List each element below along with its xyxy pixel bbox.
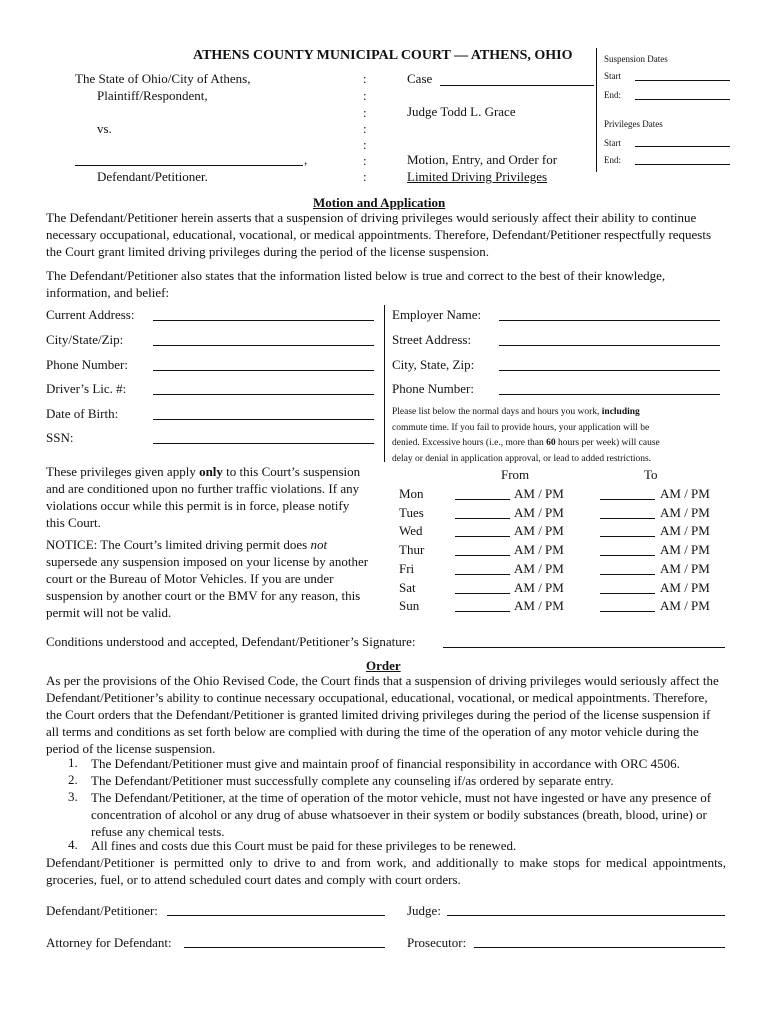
attorney-signature-field[interactable] [184,947,385,948]
defendant-label: Defendant/Petitioner. [97,169,208,184]
plaintiff-line1: The State of Ohio/City of Athens, [75,71,251,86]
motion-title-line2: Limited Driving Privileges [407,169,548,184]
to-ampm-label[interactable]: AM / PM [660,542,710,557]
judge-signature-label: Judge: [407,903,441,918]
date-of-birth-label: Date of Birth: [46,406,119,421]
from-ampm-label[interactable]: AM / PM [514,523,564,538]
day-label: Wed [399,523,423,538]
employer-phone-field[interactable] [499,394,720,395]
court-title: ATHENS COUNTY MUNICIPAL COURT — ATHENS, OHIO [193,48,573,63]
day-label: Mon [399,486,424,501]
judge-name: Judge Todd L. Grace [407,104,516,119]
day-label: Sat [399,580,416,595]
from-ampm-label[interactable]: AM / PM [514,486,564,501]
order-closing: Defendant/Petitioner is permitted only to drive to and from work, and additionally to make stops for medical appointments, groceries, fuel, or to attend scheduled court dates and comply with court orders. [46,855,726,887]
day-label: Sun [399,598,420,613]
suspension-end-label: End: [604,90,621,100]
drivers-license-field[interactable] [153,394,374,395]
motion-title-line1: Motion, Entry, and Order for [407,152,558,167]
to-time-field[interactable] [600,499,655,500]
from-time-field[interactable] [455,518,510,519]
conditions-signature-field[interactable] [443,647,725,648]
to-ampm-label[interactable]: AM / PM [660,505,710,520]
privileges-dates-title: Privileges Dates [604,119,663,129]
from-ampm-label[interactable]: AM / PM [514,598,564,613]
phone-number-field[interactable] [153,370,374,371]
privileges-end-field[interactable] [635,164,730,165]
day-label: Thur [399,542,425,557]
to-time-field[interactable] [600,611,655,612]
day-label: Tues [399,505,424,520]
from-ampm-label[interactable]: AM / PM [514,580,564,595]
to-time-field[interactable] [600,518,655,519]
day-label: Fri [399,561,415,576]
hours-instructions: Please list below the normal days and hours you work, including commute time. If you fail to provide hours, your application will be denied. Excessive hours (i.e., more than 60 hours per week) will cause delay or denial in application approval, or lead to added restrictions. [392,407,660,464]
order-paragraph: As per the provisions of the Ohio Revised Code, the Court finds that a suspension of driving privileges would seriously affect the Defendant/Petitioner’s ability to continue necessary occupational, educational, vocational, or medical appointments. Therefore, the Court orders that the Defendant/Petitioner is granted limited driving privileges during the period of the license suspension if all terms and conditions as set forth below are complied with during the time of the operation of any motor vehicle during the period of the license suspension. [46,673,719,756]
privileges-end-label: End: [604,155,621,165]
ssn-label: SSN: [46,430,74,445]
from-header: From [501,467,530,482]
to-ampm-label[interactable]: AM / PM [660,523,710,538]
prosecutor-signature-label: Prosecutor: [407,935,467,950]
from-ampm-label[interactable]: AM / PM [514,542,564,557]
defendant-signature-label: Defendant/Petitioner: [46,903,158,918]
attorney-signature-label: Attorney for Defendant: [46,935,172,950]
suspension-dates-title: Suspension Dates [604,54,668,64]
to-time-field[interactable] [600,536,655,537]
ssn-field[interactable] [153,443,374,444]
motion-paragraph-1: The Defendant/Petitioner herein asserts that a suspension of driving privileges would seriously affect their ability to continue necessary occupational, educational, vocational, or medical appointments. Therefore, Defendant/Petitioner respectfully requests the Court grant limited driving privileges during the period of the license suspension. [46,210,712,259]
from-time-field[interactable] [455,611,510,612]
side-box-divider [596,48,597,172]
from-time-field[interactable] [455,499,510,500]
employer-name-field[interactable] [499,320,720,321]
to-ampm-label[interactable]: AM / PM [660,598,710,613]
case-number-line[interactable] [440,85,594,86]
privileges-start-label: Start [604,138,621,148]
order-item-4: All fines and costs due this Court must be paid for these privileges to be renewed. [91,838,517,853]
case-label: Case [407,71,433,86]
employer-city-field[interactable] [499,370,720,371]
prosecutor-signature-field[interactable] [474,947,725,948]
defendant-name-line[interactable] [75,165,303,166]
employer-street-field[interactable] [499,345,720,346]
conditions-signature-label: Conditions understood and accepted, Defendant/Petitioner’s Signature: [46,634,416,649]
drivers-license-label: Driver’s Lic. #: [46,381,127,396]
motion-heading: Motion and Application [313,195,446,210]
vs-label: vs. [97,121,112,136]
employer-city-label: City, State, Zip: [392,357,475,372]
order-heading: Order [366,658,401,673]
suspension-end-field[interactable] [635,99,730,100]
column-divider [384,305,385,462]
from-time-field[interactable] [455,555,510,556]
motion-paragraph-2: The Defendant/Petitioner also states that the information listed below is true and correct to the best of their knowledge, information, and belief: [46,268,666,300]
from-time-field[interactable] [455,536,510,537]
order-item-3: The Defendant/Petitioner, at the time of operation of the motor vehicle, must not have ingested or have any presence of concentration of alcohol or any drug of abuse whatsoever in their system or bodily substances (breath, blood, urine) or refuse any chemical tests. [91,790,712,839]
from-time-field[interactable] [455,574,510,575]
from-ampm-label[interactable]: AM / PM [514,505,564,520]
current-address-label: Current Address: [46,307,135,322]
order-item-1: The Defendant/Petitioner must give and maintain proof of financial responsibility in accordance with ORC 4506. [91,756,680,771]
to-time-field[interactable] [600,555,655,556]
city-state-zip-label: City/State/Zip: [46,332,124,347]
to-ampm-label[interactable]: AM / PM [660,561,710,576]
privileges-scope-text: These privileges given apply only to this Court’s suspension and are conditioned upon no further traffic violations. If any violations occur while this permit is in force, please notify this Court. [46,464,361,530]
suspension-start-field[interactable] [635,80,730,81]
defendant-signature-field[interactable] [167,915,385,916]
from-ampm-label[interactable]: AM / PM [514,561,564,576]
employer-phone-label: Phone Number: [392,381,474,396]
order-item-2: The Defendant/Petitioner must successfully complete any counseling if/as ordered by separate entry. [91,773,614,788]
to-ampm-label[interactable]: AM / PM [660,486,710,501]
employer-name-label: Employer Name: [392,307,482,322]
privileges-start-field[interactable] [635,146,730,147]
to-time-field[interactable] [600,574,655,575]
phone-number-label: Phone Number: [46,357,128,372]
defendant-comma: , [304,152,308,167]
notice-text: NOTICE: The Court’s limited driving permit does not supersede any suspension imposed on your license by another court or the Bureau of Motor Vehicles. If you are under suspension by another court or the BMV for any reason, this permit will not be valid. [46,537,369,620]
judge-signature-field[interactable] [447,915,725,916]
to-header: To [644,467,658,482]
plaintiff-line2: Plaintiff/Respondent, [97,88,208,103]
current-address-field[interactable] [153,320,374,321]
to-ampm-label[interactable]: AM / PM [660,580,710,595]
city-state-zip-field[interactable] [153,345,374,346]
to-time-field[interactable] [600,593,655,594]
suspension-start-label: Start [604,71,621,81]
from-time-field[interactable] [455,593,510,594]
employer-street-label: Street Address: [392,332,472,347]
date-of-birth-field[interactable] [153,419,374,420]
